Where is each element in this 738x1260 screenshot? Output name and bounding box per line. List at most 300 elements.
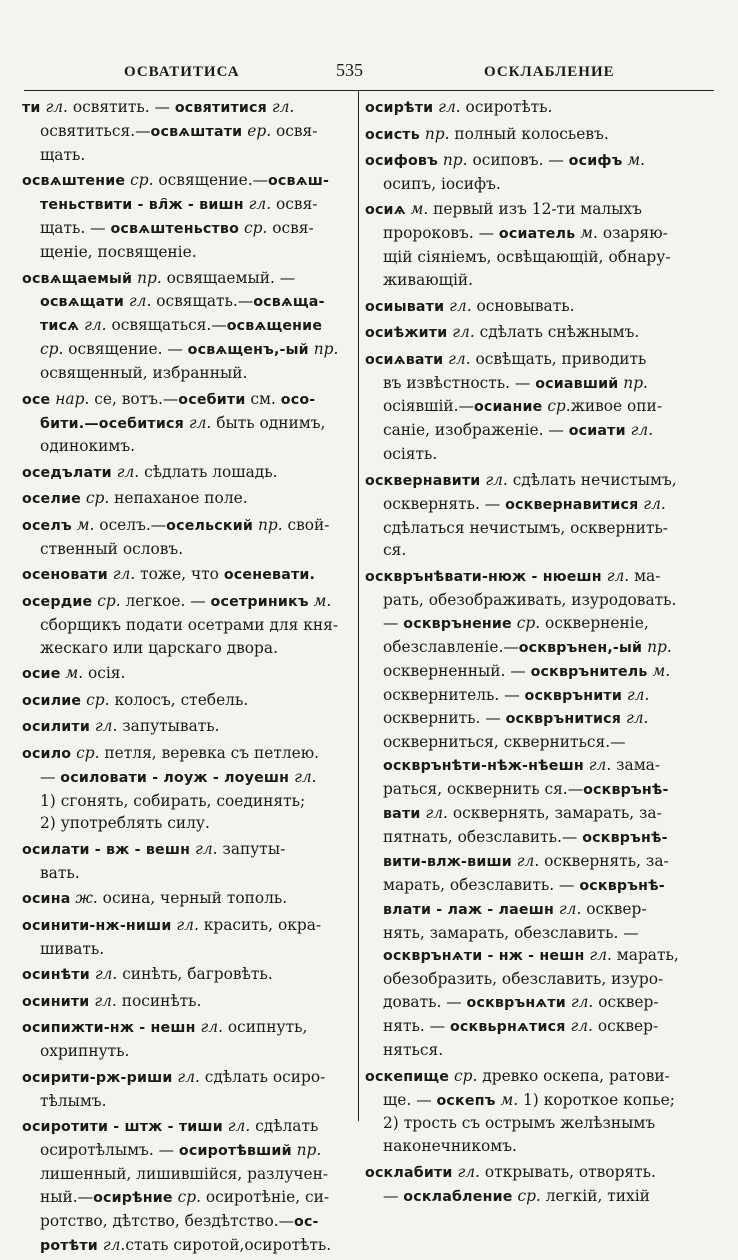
entry-line — [365, 731, 691, 754]
entry-line — [22, 1040, 352, 1063]
grammar-label: гл. — [570, 993, 594, 1012]
dictionary-entry — [22, 838, 352, 885]
entry-line — [365, 850, 691, 874]
grammar-label: ж. — [75, 889, 98, 908]
grammar-label: гл. — [643, 494, 666, 513]
headword: осирити-рж-риши — [22, 1069, 173, 1086]
dictionary-entry — [22, 169, 352, 264]
headword: оселие — [22, 491, 81, 508]
definition-text: осипъ, іосифъ. — [383, 174, 501, 193]
definition-text: осквер- — [581, 899, 647, 918]
entry-line — [22, 120, 352, 144]
dictionary-entry — [22, 887, 352, 911]
definition-text: легкое. — — [120, 591, 211, 610]
definition-text: зама- — [611, 756, 661, 775]
definition-text: освѣщать, приводить — [470, 349, 647, 368]
definition-text: пятнать, обезславить.— — [383, 827, 583, 846]
grammar-label: ср. — [40, 340, 64, 359]
headword: оскврънен,-ый — [518, 639, 643, 656]
headword: оскврънѣвати-нюж - нюешн — [365, 568, 602, 585]
entry-line — [365, 269, 691, 292]
entry-line — [22, 862, 352, 885]
dictionary-entry — [365, 198, 691, 292]
definition-text: ще. — — [383, 1090, 437, 1109]
entry-line — [22, 614, 352, 637]
grammar-label: гл. — [200, 1018, 223, 1037]
grammar-label: ср. — [85, 489, 110, 508]
grammar-label: пр. — [296, 1140, 322, 1159]
definition-text: сборщикъ подати осетрами для кня- — [40, 615, 339, 634]
grammar-label: гл. — [452, 323, 475, 342]
grammar-label: ср. — [517, 1186, 541, 1205]
entry-line — [365, 1065, 691, 1089]
grammar-label: гл. — [45, 98, 68, 116]
headword: осеновати — [22, 567, 108, 584]
grammar-label: гл. — [227, 1117, 251, 1136]
grammar-label: гл. — [94, 991, 117, 1010]
definition-text: ный.— — [40, 1187, 94, 1206]
definition-text: освящение.— — [153, 171, 268, 190]
definition-text: ся. — [383, 541, 407, 560]
header-rule — [24, 90, 714, 91]
grammar-label: ср. — [130, 171, 154, 190]
definition-text: — — [383, 613, 404, 632]
definition-text: оскверненный. — — [383, 661, 531, 680]
entry-line — [22, 144, 352, 167]
entry-line — [22, 1090, 352, 1113]
grammar-label: м. — [580, 224, 598, 243]
entry-line — [22, 267, 352, 291]
entry-line — [365, 565, 691, 589]
grammar-label: гл. — [448, 349, 471, 368]
headword: осиание — [473, 399, 543, 416]
headword: оскврънѣ- — [582, 829, 668, 846]
entry-line — [22, 1186, 352, 1210]
headword: осиѧ — [365, 202, 406, 219]
headword: осирѣние — [93, 1189, 173, 1206]
definition-text: тѣлымъ. — [40, 1091, 107, 1110]
definition-text: живающій. — [383, 271, 474, 290]
definition-text: быть однимъ, — [211, 413, 326, 432]
entry-line — [365, 707, 691, 731]
definition-text: оскверненіе, — [540, 613, 649, 632]
entry-line — [365, 1161, 691, 1185]
grammar-label: пр. — [313, 340, 339, 359]
entry-line — [22, 590, 352, 614]
definition-text: раться, осквернить ся.— — [383, 780, 584, 799]
definition-text: саніе, изображеніе. — — [383, 421, 569, 440]
headword: ос- — [294, 1213, 319, 1230]
headword: осило — [22, 745, 72, 762]
headword: освѧщенъ,-ый — [187, 342, 309, 359]
dictionary-entry — [365, 565, 691, 1062]
headword: осквернавитися — [505, 496, 639, 513]
entry-line — [365, 1015, 691, 1039]
headword: осилити — [22, 719, 90, 736]
definition-text: освящать.— — [151, 292, 254, 311]
definition-text: 2) употреблять силу. — [40, 814, 210, 833]
dictionary-entry — [22, 461, 352, 485]
definition-text: освя- — [271, 121, 318, 140]
entry-line — [22, 169, 352, 193]
definition-text: наконечникомъ. — [383, 1137, 517, 1156]
headword: оскврънѣти-нѣж-нѣешн — [383, 758, 584, 775]
entry-line — [22, 963, 352, 987]
headword: осилие — [22, 692, 82, 709]
definition-text: осквер- — [592, 1017, 659, 1036]
grammar-label: м. — [65, 664, 84, 683]
definition-text: освященный, избранный. — [40, 364, 248, 383]
grammar-label: гл. — [84, 316, 107, 335]
definition-text: древко оскепа, ратови- — [477, 1066, 670, 1085]
dictionary-entry — [22, 963, 352, 987]
definition-text: ротство, дѣтство, бездѣтство.— — [40, 1211, 294, 1230]
grammar-label: нар. — [55, 389, 90, 408]
headword: оскврънити — [524, 687, 622, 704]
headword: теньствити - вл҄ж - вишн — [40, 197, 244, 214]
grammar-label: гл. — [516, 851, 540, 870]
entry-line — [22, 662, 352, 686]
headword: осердие — [22, 593, 93, 610]
entry-line — [365, 922, 691, 945]
headword: освѧщение — [226, 318, 323, 335]
headword: оскврънѣ- — [583, 782, 669, 799]
entry-line — [22, 637, 352, 660]
definition-text: пророковъ. — — [383, 224, 499, 243]
definition-text: сдѣлаться нечистымъ, осквернить- — [383, 518, 668, 537]
headword: оседълати — [22, 464, 112, 481]
definition-text: осіять. — [383, 445, 438, 464]
dictionary-entry — [22, 388, 352, 459]
grammar-label: гл. — [485, 470, 508, 489]
dictionary-entry — [22, 990, 352, 1014]
grammar-label: пр. — [623, 373, 648, 392]
entry-line — [365, 589, 691, 612]
headword: осинити — [22, 993, 90, 1010]
dictionary-entry — [22, 563, 352, 587]
definition-text: основывать. — [471, 296, 575, 315]
definition-text: стать сиротой,осиротѣть. — [125, 1235, 332, 1254]
dictionary-entry — [365, 123, 691, 147]
entry-line — [22, 790, 352, 813]
entry-line — [365, 1185, 691, 1209]
running-header — [24, 56, 714, 90]
definition-text: сдѣлать осиро- — [199, 1067, 326, 1086]
grammar-label: гл. — [271, 98, 295, 116]
definition-text: осиротѣть. — [460, 98, 553, 116]
definition-text: марать, — [611, 946, 679, 965]
dictionary-entry — [22, 267, 352, 386]
definition-text: тоже, что — [135, 565, 224, 584]
grammar-label: гл. — [588, 756, 612, 775]
headword: осетриникъ — [210, 593, 309, 610]
definition-text: въ извѣстность. — — [383, 373, 536, 392]
entry-line — [365, 802, 691, 826]
dictionary-entry — [365, 295, 691, 319]
headword: осие — [22, 666, 61, 683]
definition-text: обезславленіе.— — [383, 637, 519, 656]
dictionary-entry — [365, 149, 691, 196]
headword: осельский — [166, 517, 254, 534]
definition-text: осквернитель. — — [383, 685, 525, 704]
dictionary-entry — [22, 514, 352, 561]
definition-text: нять. — — [383, 1017, 450, 1036]
headword: осинѣти — [22, 967, 90, 984]
entry-line — [365, 372, 691, 396]
headword: осклабление — [403, 1188, 513, 1205]
header-left-headword: ОСВАТИТИСА — [124, 64, 240, 80]
entry-line — [22, 217, 352, 241]
definition-text: оскверниться, скверниться.— — [383, 733, 626, 752]
definition-text: колосъ, стебель. — [109, 690, 249, 709]
definition-text: се, вотъ.— — [89, 389, 179, 408]
definition-text: осія. — [83, 664, 126, 683]
entry-line — [22, 938, 352, 961]
entry-line — [365, 321, 691, 345]
definition-text: живое опи- — [570, 397, 663, 416]
definition-text: сдѣлать нечистымъ, — [507, 470, 677, 489]
entry-line — [365, 874, 691, 898]
definition-text: ма- — [629, 566, 661, 585]
grammar-label: пр. — [647, 637, 672, 656]
entry-line — [365, 1135, 691, 1158]
entry-line — [22, 838, 352, 862]
headword: вити-влж-виши — [383, 853, 512, 870]
definition-text: осквернять. — — [383, 494, 506, 513]
entry-line — [365, 348, 691, 372]
dictionary-entry — [22, 715, 352, 739]
definition-text: осіявшій.— — [383, 397, 474, 416]
entry-line — [22, 435, 352, 458]
entry-line — [22, 766, 352, 790]
dictionary-entry — [365, 321, 691, 345]
grammar-label: гл. — [128, 292, 152, 311]
entry-line — [365, 968, 691, 991]
headword: ти — [22, 100, 41, 116]
headword: осклабити — [365, 1164, 453, 1181]
entry-line — [365, 123, 691, 147]
definition-text: рать, обезображивать, изуродовать. — [383, 590, 677, 609]
entry-line — [22, 742, 352, 766]
headword: вати — [383, 806, 421, 823]
grammar-label: гл. — [457, 1162, 480, 1181]
definition-text: освящаемый. — — [161, 268, 296, 287]
definition-text: лишенный, лишившійся, разлучен- — [40, 1164, 329, 1183]
headword: осиывати — [365, 298, 445, 315]
dictionary-entry — [22, 914, 352, 961]
entry-line — [365, 469, 691, 493]
headword: освятитися — [174, 100, 267, 116]
grammar-label: м. — [500, 1090, 519, 1109]
dictionary-entry — [22, 1115, 352, 1257]
definition-text: щій сіяніемъ, освѣщающій, обнару- — [383, 248, 671, 267]
dictionary-entry — [22, 689, 352, 713]
entry-line — [365, 944, 691, 968]
definition-text: открывать, отворять. — [479, 1162, 656, 1181]
headword: освѧш- — [267, 173, 330, 190]
grammar-label: гл. — [248, 195, 272, 214]
entry-line — [22, 812, 352, 835]
grammar-label: ср. — [453, 1066, 478, 1085]
entry-line — [22, 362, 352, 385]
headword: освѧштеньство — [110, 221, 240, 238]
grammar-label: гл. — [570, 1017, 593, 1036]
grammar-label: пр. — [424, 124, 450, 143]
entry-line — [365, 636, 691, 660]
definition-text: одинокимъ. — [40, 437, 136, 456]
grammar-label: гл. — [626, 685, 650, 704]
grammar-label: гл. — [188, 413, 212, 432]
definition-text: первый изъ 12-ти малыхъ — [428, 200, 642, 219]
grammar-label: гл. — [630, 421, 654, 440]
entry-line — [22, 689, 352, 713]
headword: освѧщати — [40, 294, 124, 311]
headword: осисть — [365, 126, 420, 143]
definition-text: довать. — — [383, 993, 467, 1012]
grammar-label: гл. — [94, 717, 118, 736]
headword: оскврънитися — [505, 711, 622, 728]
headword: осе — [22, 391, 51, 408]
grammar-label: ср. — [97, 591, 121, 610]
definition-text: непаханое поле. — [109, 489, 248, 508]
dictionary-entry — [22, 662, 352, 686]
grammar-label: гл. — [177, 1067, 200, 1086]
definition-text: обезобразить, обезславить, изуро- — [383, 970, 664, 989]
headword: осиротити - штж - тиши — [22, 1119, 223, 1136]
grammar-label: ср. — [547, 397, 571, 416]
headword: освѧштати — [150, 123, 243, 140]
definition-text: освятить. — — [67, 98, 175, 116]
entry-line — [22, 193, 352, 217]
dictionary-entry — [22, 1066, 352, 1113]
definition-text: щать. — [40, 145, 86, 164]
headword: осиавший — [535, 375, 619, 392]
grammar-label: пр. — [257, 515, 283, 534]
headword: оскепище — [365, 1068, 450, 1085]
headword: осквернавити — [365, 472, 481, 489]
headword: осипижти-нж - нешн — [22, 1020, 196, 1037]
definition-text: сдѣлать снѣжнымъ. — [474, 323, 640, 342]
entry-line — [365, 493, 691, 517]
entry-line — [22, 314, 352, 338]
grammar-label: ср. — [86, 690, 110, 709]
entry-line — [365, 246, 691, 269]
entry-line — [22, 487, 352, 511]
definition-text: няться. — [383, 1041, 444, 1060]
definition-text: осквернять, замарать, за- — [447, 804, 662, 823]
headword: оскврънѣ- — [579, 877, 665, 894]
entry-line — [365, 149, 691, 173]
definition-text: осквер- — [593, 993, 659, 1012]
headword: ротѣти — [40, 1237, 98, 1254]
definition-text: петля, веревка съ петлею. — [99, 743, 320, 762]
definition-text: освя- — [267, 219, 314, 238]
grammar-label: гл. — [94, 965, 118, 984]
headword: тисѧ — [40, 318, 80, 335]
entry-line — [22, 1139, 352, 1163]
grammar-label: гл. — [112, 565, 136, 584]
grammar-label: м. — [313, 591, 332, 610]
entry-line — [22, 1210, 352, 1234]
headword: осиротѣвший — [178, 1142, 292, 1159]
entry-line — [365, 1089, 691, 1113]
entry-line — [22, 461, 352, 485]
grammar-label: пр. — [442, 151, 468, 169]
grammar-label: гл. — [589, 946, 612, 965]
left-column — [22, 96, 352, 1260]
definition-text: освящаться.— — [106, 316, 227, 335]
grammar-label: гл. — [606, 566, 630, 585]
entry-line — [365, 898, 691, 922]
entry-line — [22, 514, 352, 538]
definition-text: освя- — [271, 195, 318, 214]
definition-text: сдѣлать — [250, 1117, 319, 1136]
definition-text: 1) короткое копье; — [518, 1090, 675, 1109]
definition-text: марать, обезславить. — — [383, 875, 580, 894]
entry-line — [22, 96, 352, 120]
dictionary-entry — [22, 487, 352, 511]
entry-line — [365, 660, 691, 684]
entry-line — [22, 1066, 352, 1090]
definition-text: — — [383, 1186, 404, 1205]
entry-line — [365, 96, 691, 120]
grammar-label: ер. — [247, 121, 272, 140]
grammar-label: гл. — [195, 839, 218, 858]
definition-text: запуты- — [217, 839, 286, 858]
headword: оскврънѧти - нж - нешн — [383, 948, 585, 965]
headword: осо- — [280, 391, 316, 408]
entry-line — [365, 1039, 691, 1062]
definition-text: синѣть, багровѣть. — [117, 965, 273, 984]
definition-text: запутывать. — [117, 717, 220, 736]
headword: оселъ — [22, 517, 72, 534]
definition-text: свой- — [282, 515, 330, 534]
entry-line — [22, 715, 352, 739]
page-number: 535 — [336, 60, 363, 80]
headword: осифъ — [568, 153, 623, 169]
entry-line — [365, 419, 691, 443]
definition-text: красить, окра- — [198, 915, 322, 934]
definition-text: вать. — [40, 863, 80, 882]
headword: осиловати - лоуж - лоуешн — [60, 769, 290, 786]
headword: освѧща- — [253, 294, 325, 311]
entry-line — [365, 443, 691, 466]
headword: осина — [22, 891, 71, 908]
entry-line — [22, 1016, 352, 1040]
definition-text: посинѣть. — [116, 991, 202, 1010]
headword: осиѣжити — [365, 325, 448, 342]
headword: осиѧвати — [365, 351, 444, 368]
grammar-label: м. — [627, 151, 646, 169]
grammar-label: ср. — [76, 743, 100, 762]
grammar-label: гл. — [116, 462, 140, 481]
definition-text: осиротѣніе, си- — [201, 1187, 330, 1206]
headword: осквьрнѧтися — [449, 1019, 566, 1036]
definition-text: осиротѣлымъ. — — [40, 1140, 179, 1159]
entry-line — [22, 290, 352, 314]
grammar-label: гл. — [425, 804, 448, 823]
entry-line — [365, 754, 691, 778]
entry-line — [365, 612, 691, 636]
definition-text: 1) сгонять, собирать, соединять; — [40, 791, 306, 810]
entry-line — [22, 241, 352, 264]
right-column — [365, 96, 691, 1211]
entry-line — [22, 538, 352, 561]
definition-text: щеніе, посвященіе. — [40, 243, 197, 262]
column-divider — [358, 91, 359, 1121]
headword: оскепъ — [436, 1092, 496, 1109]
entry-line — [22, 338, 352, 362]
